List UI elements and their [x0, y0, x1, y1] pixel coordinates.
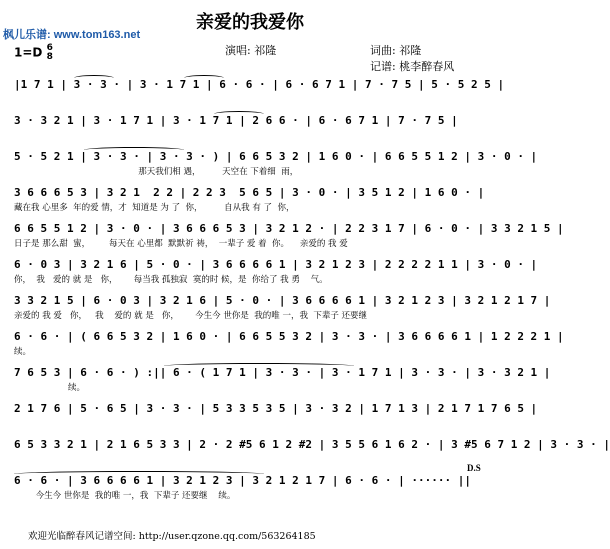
notation-line: 6 · 6 · | 3 6 6 6 6 1 | 3 2 1 2 3 | 3 2 1 2 1 7 | 6 · 6 · | ······ ||	[14, 474, 471, 487]
score-row-11	[14, 432, 610, 468]
singer-credit: 演唱: 祁隆	[225, 44, 277, 57]
time-signature	[47, 44, 53, 62]
score-row-12	[14, 468, 498, 504]
time-top: 6	[46, 43, 53, 53]
key-text: 1=D	[14, 45, 43, 60]
lyric-line: 日子是 那么甜 蜜， 每天在 心里都 默默祈 祷， 一辈子 爱 着 你。 亲爱的 我 爱	[14, 239, 348, 249]
score-row-10	[14, 396, 538, 432]
key-signature	[14, 44, 53, 62]
score-row-1	[14, 72, 505, 108]
notation-line: 6 6 5 5 1 2 | 3 · 0 · | 3 6 6 6 5 3 | 3 2 1 2 · | 2 2 3 1 7 | 6 · 0 · | 3 3 2 1 5 |	[14, 222, 564, 235]
notation-line: 3 6 6 6 5 3 | 3 2 1 2 2 | 2 2 3 5 6 5 | 3 · 0 · | 3 5 1 2 | 1 6 0 · |	[14, 186, 485, 199]
score-row-6	[14, 252, 538, 288]
notation-line: 7 6 5 3 | 6 · 6 · ) :|| 6 · ( 1 7 1 | 3 · 3 · | 3 · 1 7 1 | 3 · 3 · | 3 · 3 2 1 |	[14, 366, 551, 379]
song-title: 亲爱的我爱你	[196, 12, 304, 33]
notation-line: 3 · 3 2 1 | 3 · 1 7 1 | 3 · 1 7 1 | 2 6 6 · | 6 · 6 7 1 | 7 · 7 5 |	[14, 114, 458, 127]
notation-line: 3 3 2 1 5 | 6 · 0 3 | 3 2 1 6 | 5 · 0 · | 3 6 6 6 6 1 | 3 2 1 2 3 | 3 2 1 2 1 7 |	[14, 294, 551, 307]
lyric-line: 藏在我 心里多 年的爱 情，才 知道是 为 了 你， 自从我 有 了 你，	[14, 203, 295, 213]
score-row-4	[14, 180, 498, 216]
score-sheet	[14, 72, 610, 504]
notation-line: 6 · 0 3 | 3 2 1 6 | 5 · 0 · | 3 6 6 6 6 1 | 3 2 1 2 3 | 2 2 2 2 1 1 | 3 · 0 · |	[14, 258, 538, 271]
footer-text: 欢迎光临醉春风记谱空间: http://user.qzone.qq.com/563264185	[28, 531, 316, 542]
ds-mark: D.S	[467, 463, 481, 473]
lyric-line: 今生今 世你是 我的唯 一，我 下辈子 还要继 续。	[14, 491, 236, 501]
score-row-3	[14, 144, 538, 180]
score-row-8	[14, 324, 564, 360]
notation-line: 2 1 7 6 | 5 · 6 5 | 3 · 3 · | 5 3 3 5 3 5 | 3 · 3 2 | 1 7 1 3 | 2 1 7 1 7 6 5 |	[14, 402, 538, 415]
lyricist-credit: 词曲: 祁隆	[370, 44, 422, 57]
time-bottom: 8	[46, 52, 53, 62]
score-row-9	[14, 360, 551, 396]
transcriber-credit: 记谱: 桃李醉春风	[370, 60, 455, 73]
notation-line: 6 5 3 3 2 1 | 2 1 6 5 3 3 | 2 · 2 #5 6 1 2 #2 | 3 5 5 6 1 6 2 · | 3 #5 6 7 1 2 | 3 · 3 · |	[14, 438, 610, 451]
notation-line: |1 7 1 | 3 · 3 · | 3 · 1 7 1 | 6 · 6 · | 6 · 6 7 1 | 7 · 7 5 | 5 · 5 2 5 |	[14, 78, 505, 91]
lyric-line: 那天我们相 遇， 天空在 下着细 雨，	[14, 167, 299, 177]
notation-line: 6 · 6 · | ( 6 6 5 3 2 | 1 6 0 · | 6 6 5 5 3 2 | 3 · 3 · | 3 6 6 6 6 1 | 1 2 2 2 1 |	[14, 330, 564, 343]
lyric-line: 你， 我 爱的 就 是 你， 每当我 孤独寂 寞的时 候，是 你给了 我 勇 气。	[14, 275, 328, 285]
lyric-line: 亲爱的 我 爱 你， 我 爱的 就 是 你， 今生今 世你是 我的唯 一，我 下辈子 还要继	[14, 311, 368, 321]
site-label: 枫儿乐谱: www.tom163.net	[3, 29, 141, 41]
lyric-line: 续。	[14, 347, 32, 357]
score-row-5	[14, 216, 564, 252]
lyric-line: 续。	[14, 383, 86, 393]
notation-line: 5 · 5 2 1 | 3 · 3 · | 3 · 3 · ) | 6 6 5 3 2 | 1 6 0 · | 6 6 5 5 1 2 | 3 · 0 · |	[14, 150, 538, 163]
score-row-7	[14, 288, 551, 324]
score-row-2	[14, 108, 498, 144]
